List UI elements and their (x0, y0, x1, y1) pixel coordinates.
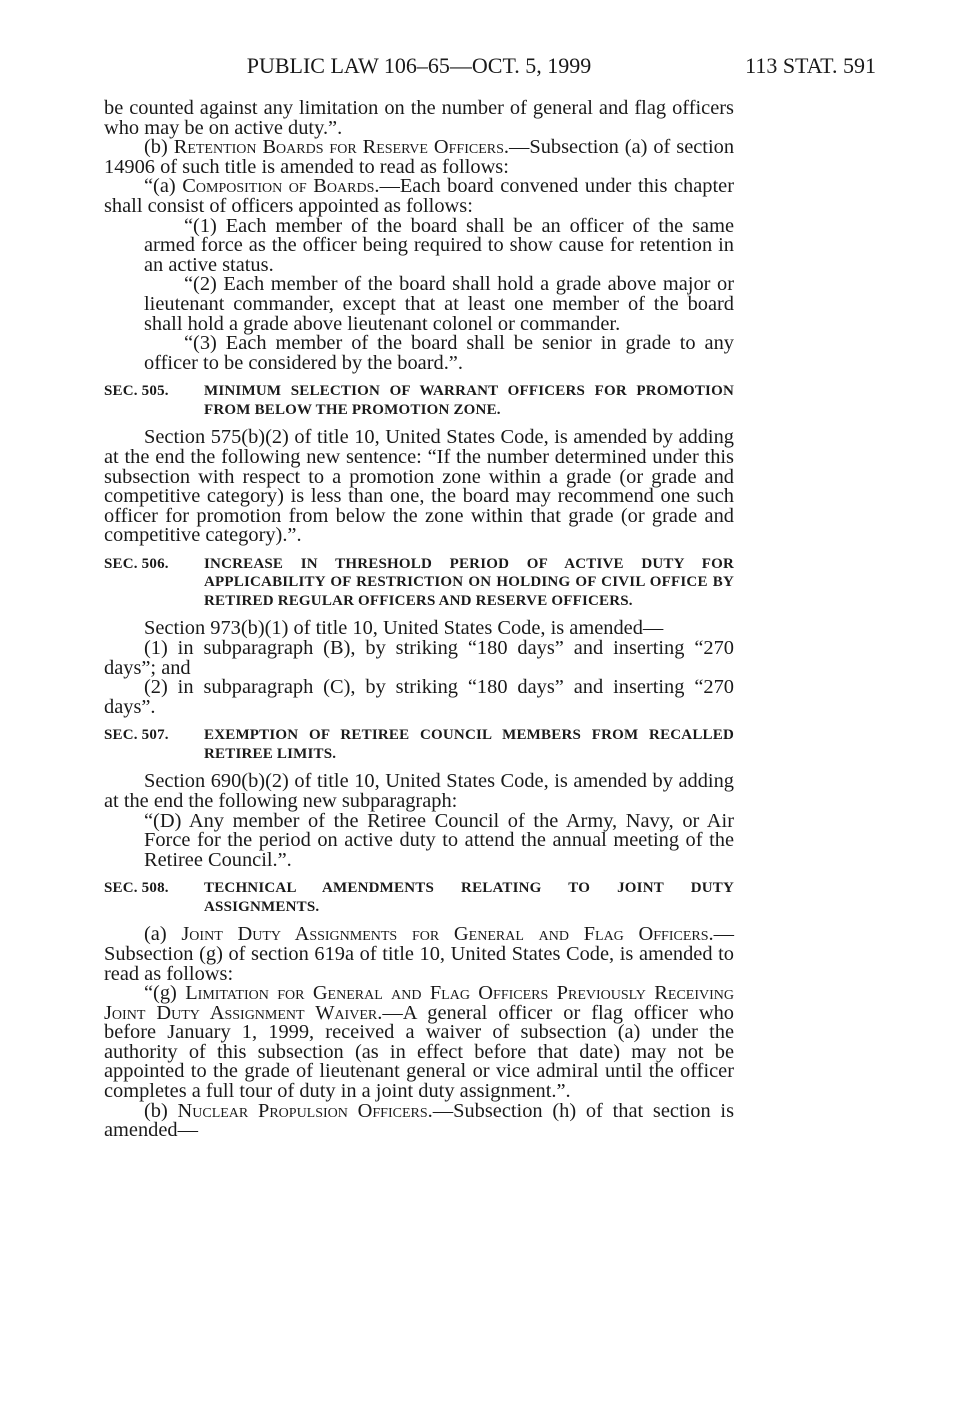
paragraph-heading: Composition of Boards. (182, 175, 380, 198)
section-508-subsection-a: (a) Joint Duty Assignments for General and Flag Officers.—Subsection (g) of section 619a of title 10, United States Code, is amended to read as follows: (104, 923, 734, 985)
quoted-item-2: “(2) Each member of the board shall hold a grade above major or lieutenant commander, except that at least one member of the board shall hold a grade above lieutenant colonel or commander. (144, 273, 734, 335)
paragraph-composition: “(a) Composition of Boards.—Each board convened under this chapter shall consist of officers appointed as follows: (104, 175, 734, 217)
section-507-quote: “(D) Any member of the Retiree Council of the Army, Navy, or Air Force for the period on active duty to attend the annual meeting of the Retiree Council.”. (144, 809, 734, 871)
section-number: SEC. 508. (104, 880, 169, 897)
section-507-text: Section 690(b)(2) of title 10, United States Code, is amended by adding at the end the following new subparagraph: (104, 770, 734, 812)
paragraph-heading: Joint Duty Assignments for General and Flag Officers. (181, 923, 714, 946)
paragraph-heading: Nuclear Propulsion Officers. (177, 1099, 433, 1122)
quoted-item-1: “(1) Each member of the board shall be an officer of the same armed force as the officer being required to show cause for retention in an active status. (144, 214, 734, 276)
quoted-item-3: “(3) Each member of the board shall be senior in grade to any officer to be considered by the board.”. (144, 332, 734, 374)
section-505-text: Section 575(b)(2) of title 10, United States Code, is amended by adding at the end the following new sentence: “If the number determined under this subsection with respect to a promotion zone within a grade (or grade and competitive category) is less than one, the board may recommend one such officer for promotion from below the zone within that grade (or grade and competitive category).”. (104, 426, 734, 547)
page-body (104, 99, 734, 1141)
section-505-heading (104, 382, 734, 419)
section-title: TECHNICAL AMENDMENTS RELATING TO JOINT DUTY ASSIGNMENTS. (204, 880, 734, 915)
section-number: SEC. 507. (104, 727, 169, 744)
section-506-heading (104, 555, 734, 611)
section-506-item-1: (1) in subparagraph (B), by striking “180 days” and inserting “270 days”; and (104, 636, 734, 679)
section-title: MINIMUM SELECTION OF WARRANT OFFICERS FOR PROMOTION FROM BELOW THE PROMOTION ZONE. (204, 383, 734, 418)
section-number: SEC. 506. (104, 555, 169, 572)
running-head: PUBLIC LAW 106–65—OCT. 5, 1999 (246, 53, 592, 78)
section-506-item-2: (2) in subparagraph (C), by striking “180 days” and inserting “270 days”. (104, 676, 734, 718)
paragraph-continuation: be counted against any limitation on the number of general and flag officers who may be on active duty.”. (104, 97, 734, 139)
section-number: SEC. 505. (104, 383, 169, 400)
section-title: INCREASE IN THRESHOLD PERIOD OF ACTIVE DUTY FOR APPLICABILITY OF RESTRICTION ON HOLDING OF CIVIL OFFICE BY RETIRED REGULAR OFFICERS AND RESERVE OFFICERS. (204, 555, 734, 609)
section-508-subsection-b: (b) Nuclear Propulsion Officers.—Subsection (h) of that section is amended— (104, 1099, 735, 1142)
stat-page-number: 113 STAT. 591 (745, 53, 876, 78)
section-508-heading (104, 879, 734, 916)
paragraph-retention-boards: (b) Retention Boards for Reserve Officers.—Subsection (a) of section 14906 of such title is amended to read as follows: (104, 136, 735, 178)
section-508-subsection-g: “(g) Limitation for General and Flag Officers Previously Receiving Joint Duty Assignment Waiver.—A general officer or flag officer who before January 1, 1999, received a waiver of subsection (a) under the authority of this subsection (as in effect before that date) may not be appointed to the grade of lieutenant general or vice admiral until the officer completes a full tour of duty in a joint duty assignment.”. (104, 982, 734, 1103)
section-507-heading (104, 726, 734, 763)
paragraph-heading: Limitation for General and Flag Officers Previously Receiving Joint Duty Assignment Waiver. (104, 982, 734, 1024)
section-506-text: Section 973(b)(1) of title 10, United States Code, is amended— (144, 617, 664, 640)
paragraph-heading: Retention Boards for Reserve Officers. (173, 136, 509, 159)
section-title: EXEMPTION OF RETIREE COUNCIL MEMBERS FROM RECALLED RETIREE LIMITS. (204, 727, 734, 762)
